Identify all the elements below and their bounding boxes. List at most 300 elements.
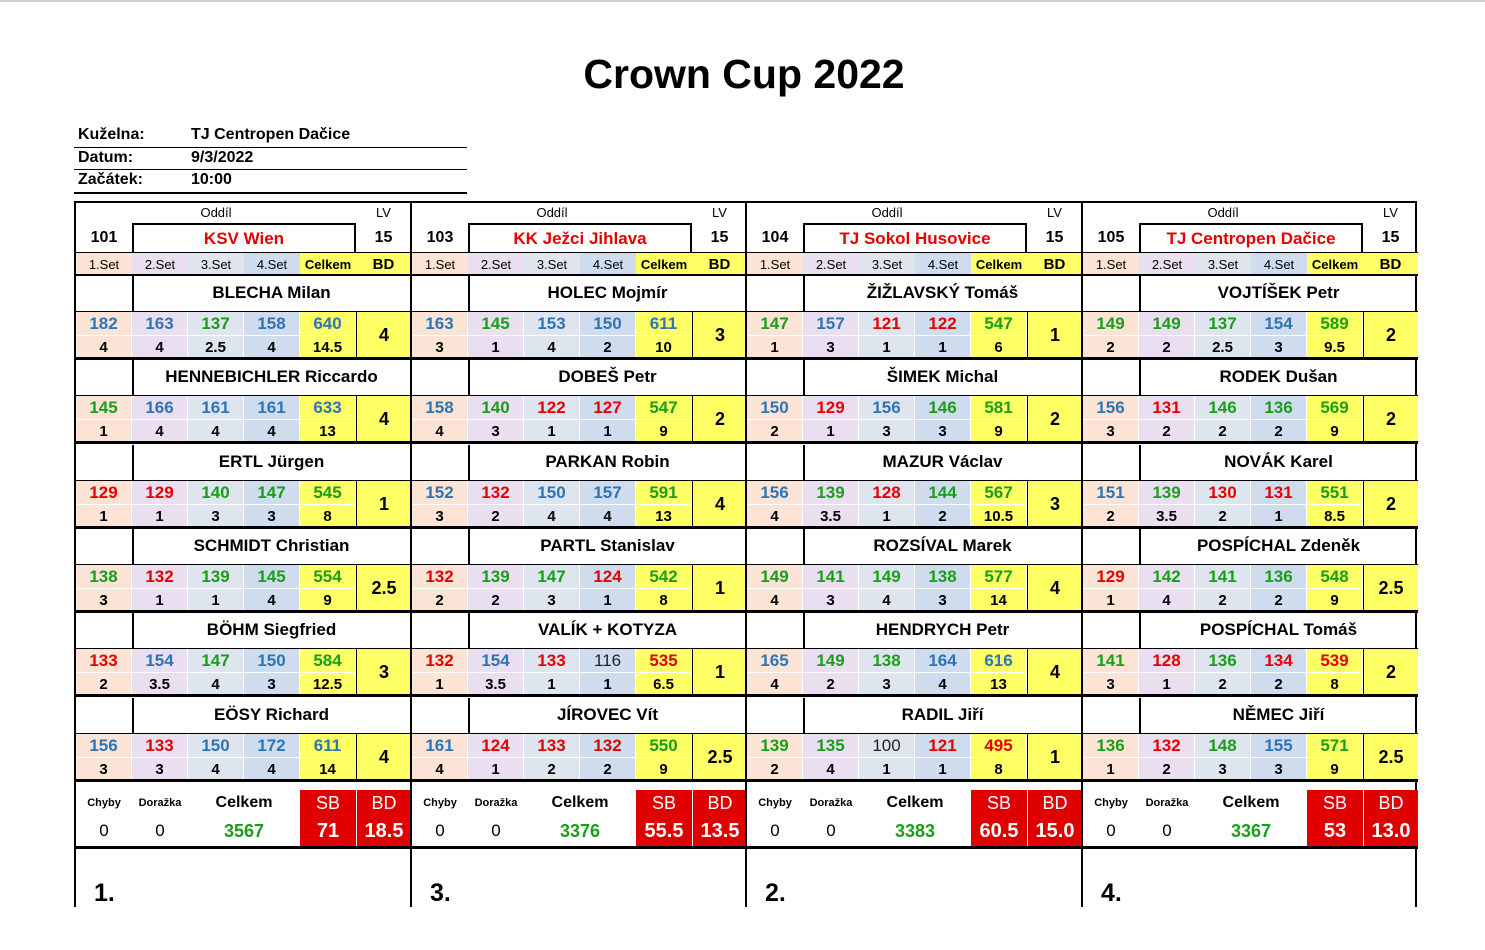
player-total-score: 545: [300, 481, 356, 505]
set-points: 2: [1083, 505, 1139, 529]
player-total-points: 9: [1307, 420, 1363, 444]
player-name: [76, 613, 411, 649]
set-points: 1: [580, 589, 636, 613]
set-points: 2: [1195, 505, 1251, 529]
player-bd: 3: [692, 312, 747, 360]
set-score: 135: [803, 734, 859, 758]
player-total-points: 13: [971, 673, 1027, 697]
player-bd: 1: [1027, 312, 1082, 360]
player-total-points: 9: [971, 420, 1027, 444]
set-points: 3: [76, 589, 132, 613]
name-divider: [803, 613, 805, 648]
info-row-date: [74, 148, 467, 171]
set-score: 142: [1139, 565, 1195, 589]
player-total-score: 640: [300, 312, 356, 336]
set-score: 149: [803, 649, 859, 673]
player-bd: 4: [356, 734, 411, 782]
set-score: 150: [747, 396, 803, 420]
set-score: 129: [803, 396, 859, 420]
set-score: 164: [915, 649, 971, 673]
team-bd: 13.0: [1363, 816, 1418, 846]
player-total-score: 495: [971, 734, 1027, 758]
set-score: 129: [132, 481, 188, 505]
set-points: 1: [468, 758, 524, 782]
set-score: 150: [524, 481, 580, 505]
column-header: Celkem: [636, 252, 692, 276]
set-points: 3.5: [1139, 505, 1195, 529]
player-total-points: 6: [971, 336, 1027, 360]
player-name: [76, 698, 411, 734]
set-score: 158: [244, 312, 300, 336]
set-points: 1: [747, 336, 803, 360]
set-score: 150: [188, 734, 244, 758]
dorazka-label: Doražka: [474, 797, 518, 809]
set-points: 4: [132, 336, 188, 360]
set-score: 146: [1195, 396, 1251, 420]
sb-label: SB: [1307, 790, 1363, 816]
set-points: 4: [747, 673, 803, 697]
set-points: 3.5: [468, 673, 524, 697]
set-points: 4: [580, 505, 636, 529]
team-rank: 3.: [430, 879, 451, 907]
name-divider: [803, 360, 805, 395]
set-score: 136: [1251, 396, 1307, 420]
player-name: [412, 698, 747, 734]
set-score: 138: [915, 565, 971, 589]
info-row-start: [74, 170, 467, 194]
player-bd: 1: [356, 481, 411, 529]
player-bd: 2: [1027, 396, 1082, 444]
column-header: 1.Set: [747, 252, 803, 276]
player-bd: 1: [692, 649, 747, 697]
row-divider: [1083, 779, 1418, 782]
player-total-score: 539: [1307, 649, 1363, 673]
team-lv: 15: [1381, 229, 1400, 246]
name-divider: [132, 360, 134, 395]
set-points: 2: [747, 758, 803, 782]
set-points: 2: [803, 673, 859, 697]
player-name-text: ŠIMEK Michal: [886, 367, 999, 387]
set-points: 1: [1139, 673, 1195, 697]
set-points: 2: [1139, 336, 1195, 360]
set-points: 2: [1139, 420, 1195, 444]
sb-label: SB: [636, 790, 692, 816]
info-label: Začátek:: [78, 171, 143, 188]
player-name: [747, 276, 1082, 312]
player-total-score: 591: [636, 481, 692, 505]
set-score: 161: [244, 396, 300, 420]
player-name: [1083, 698, 1418, 734]
chyby-value: 0: [1106, 821, 1116, 840]
player-total-score: 611: [300, 734, 356, 758]
set-score: 124: [468, 734, 524, 758]
set-points: 3.5: [803, 505, 859, 529]
name-divider: [1139, 360, 1141, 395]
set-points: 4: [188, 420, 244, 444]
set-points: 4: [244, 589, 300, 613]
page-title: Crown Cup 2022: [583, 51, 905, 97]
set-points: 3: [132, 758, 188, 782]
set-points: 2: [1083, 336, 1139, 360]
lv-label: LV: [1047, 205, 1062, 220]
set-score: 133: [524, 734, 580, 758]
player-name-text: VOJTÍŠEK Petr: [1217, 283, 1340, 302]
set-points: 2: [468, 589, 524, 613]
set-score: 155: [1251, 734, 1307, 758]
player-total-points: 9: [636, 420, 692, 444]
player-total-points: 8: [971, 758, 1027, 782]
set-score: 133: [76, 649, 132, 673]
player-total-score: 547: [636, 396, 692, 420]
set-score: 131: [1251, 481, 1307, 505]
set-score: 132: [132, 565, 188, 589]
set-score: 166: [132, 396, 188, 420]
column-header: 2.Set: [132, 252, 188, 276]
oddil-label: Oddíl: [871, 205, 903, 220]
column-header: 3.Set: [188, 252, 244, 276]
bd-label: BD: [1363, 790, 1418, 816]
team-rank: 1.: [94, 879, 115, 907]
set-score: 150: [580, 312, 636, 336]
player-bd: 4: [1027, 565, 1082, 613]
name-divider: [468, 613, 470, 648]
name-divider: [803, 445, 805, 480]
player-name-text: POSPÍCHAL Zdeněk: [1196, 535, 1361, 555]
team-block: [410, 201, 747, 907]
set-score: 154: [468, 649, 524, 673]
chyby-value: 0: [99, 821, 109, 840]
player-bd: 2.5: [1363, 734, 1418, 782]
set-points: 2: [1195, 589, 1251, 613]
set-score: 139: [1139, 481, 1195, 505]
set-score: 182: [76, 312, 132, 336]
player-name-text: BLECHA Milan: [212, 283, 331, 302]
set-points: 4: [747, 505, 803, 529]
team-sb: 55.5: [636, 816, 692, 846]
sb-label: SB: [300, 790, 356, 816]
set-score: 132: [412, 649, 468, 673]
set-score: 122: [915, 312, 971, 336]
set-points: 3: [915, 589, 971, 613]
set-score: 158: [412, 396, 468, 420]
info-value: 9/3/2022: [191, 148, 254, 166]
team-block: [1081, 201, 1417, 907]
set-score: 128: [859, 481, 915, 505]
set-score: 151: [1083, 481, 1139, 505]
name-divider: [1139, 698, 1141, 733]
set-score: 146: [915, 396, 971, 420]
info-row-venue: [74, 125, 467, 148]
player-bd: 4: [356, 312, 411, 360]
chyby-label: Chyby: [758, 797, 792, 809]
set-score: 145: [76, 396, 132, 420]
player-name-text: ERTL Jürgen: [218, 451, 325, 471]
team-name: TJ Centropen Dačice: [1139, 223, 1363, 252]
name-divider: [803, 529, 805, 564]
player-total-points: 9: [300, 589, 356, 613]
name-divider: [132, 276, 134, 311]
player-total-score: 548: [1307, 565, 1363, 589]
column-header-bd: BD: [692, 252, 747, 276]
name-divider: [132, 698, 134, 733]
set-score: 153: [524, 312, 580, 336]
set-points: 2: [76, 673, 132, 697]
set-score: 149: [1083, 312, 1139, 336]
set-points: 2: [580, 758, 636, 782]
team-lv: 15: [374, 229, 393, 246]
team-rank: 4.: [1101, 879, 1122, 907]
set-points: 2: [1251, 673, 1307, 697]
set-points: 4: [524, 336, 580, 360]
team-bd: 18.5: [356, 816, 411, 846]
set-score: 147: [188, 649, 244, 673]
set-points: 2.5: [188, 336, 244, 360]
column-header: 1.Set: [1083, 252, 1139, 276]
set-points: 1: [468, 336, 524, 360]
team-total: 3383: [894, 821, 936, 841]
team-bd: 15.0: [1027, 816, 1082, 846]
set-points: 3: [915, 420, 971, 444]
set-points: 2: [1251, 420, 1307, 444]
set-score: 161: [188, 396, 244, 420]
set-points: 1: [859, 336, 915, 360]
set-score: 145: [244, 565, 300, 589]
team-total: 3367: [1230, 821, 1272, 841]
set-points: 2: [468, 505, 524, 529]
set-score: 139: [468, 565, 524, 589]
set-points: 3: [1251, 758, 1307, 782]
set-score: 149: [859, 565, 915, 589]
set-score: 136: [1195, 649, 1251, 673]
player-bd: 2: [692, 396, 747, 444]
player-name: [76, 360, 411, 396]
set-score: 138: [859, 649, 915, 673]
player-name-text: RADIL Jiří: [901, 704, 984, 724]
set-points: 2: [580, 336, 636, 360]
player-total-points: 10: [636, 336, 692, 360]
player-total-score: 584: [300, 649, 356, 673]
set-points: 3: [524, 589, 580, 613]
set-points: 4: [747, 589, 803, 613]
dorazka-value: 0: [1162, 821, 1172, 840]
name-divider: [468, 529, 470, 564]
set-points: 3: [468, 420, 524, 444]
player-bd: 2: [1363, 649, 1418, 697]
column-header: 4.Set: [915, 252, 971, 276]
player-bd: 2.5: [1363, 565, 1418, 613]
player-total-score: 547: [971, 312, 1027, 336]
row-divider: [412, 779, 747, 782]
set-points: 2: [524, 758, 580, 782]
name-divider: [1139, 445, 1141, 480]
set-score: 141: [803, 565, 859, 589]
set-points: 1: [1083, 758, 1139, 782]
chyby-value: 0: [435, 821, 445, 840]
team-lv: 15: [710, 229, 729, 246]
set-score: 132: [468, 481, 524, 505]
set-score: 156: [76, 734, 132, 758]
column-header-bd: BD: [1027, 252, 1082, 276]
player-name-text: JÍROVEC Vít: [556, 704, 659, 724]
set-points: 4: [132, 420, 188, 444]
set-score: 131: [1139, 396, 1195, 420]
footer-rule: [747, 846, 1082, 849]
player-name: [1083, 445, 1418, 481]
set-points: 3: [1083, 420, 1139, 444]
set-points: 3: [412, 505, 468, 529]
team-name: KK Ježci Jihlava: [468, 223, 692, 252]
sb-label: SB: [971, 790, 1027, 816]
player-bd: 4: [692, 481, 747, 529]
set-score: 140: [468, 396, 524, 420]
set-points: 2: [1251, 589, 1307, 613]
set-points: 3: [803, 336, 859, 360]
player-name-text: RODEK Dušan: [1219, 367, 1338, 387]
player-bd: 3: [1027, 481, 1082, 529]
set-points: 3: [1195, 758, 1251, 782]
footer-rule: [412, 846, 747, 849]
set-points: 4: [244, 420, 300, 444]
set-score: 121: [915, 734, 971, 758]
player-total-score: 567: [971, 481, 1027, 505]
player-total-points: 13: [636, 505, 692, 529]
set-points: 1: [859, 505, 915, 529]
player-name-text: PARTL Stanislav: [540, 535, 675, 555]
player-name: [412, 276, 747, 312]
player-total-points: 9: [1307, 589, 1363, 613]
set-score: 132: [412, 565, 468, 589]
column-header: 3.Set: [524, 252, 580, 276]
set-score: 141: [1195, 565, 1251, 589]
set-score: 139: [747, 734, 803, 758]
player-name: [412, 360, 747, 396]
player-name: [747, 445, 1082, 481]
set-points: 3: [1251, 336, 1307, 360]
player-total-points: 9: [1307, 758, 1363, 782]
player-name-text: NOVÁK Karel: [1224, 451, 1333, 471]
player-name: [412, 613, 747, 649]
set-points: 1: [412, 673, 468, 697]
set-score: 121: [859, 312, 915, 336]
top-border-line: [0, 0, 1485, 2]
set-points: 4: [859, 589, 915, 613]
set-points: 3: [803, 589, 859, 613]
team-number: 104: [761, 229, 789, 246]
team-number: 105: [1097, 229, 1125, 246]
team-total: 3376: [559, 821, 601, 841]
set-points: 2: [915, 505, 971, 529]
player-name-text: BÖHM Siegfried: [206, 620, 337, 640]
player-bd: 1: [1027, 734, 1082, 782]
team-sb: 60.5: [971, 816, 1027, 846]
player-bd: 2.5: [692, 734, 747, 782]
set-score: 139: [188, 565, 244, 589]
set-score: 161: [412, 734, 468, 758]
player-name-text: HENNEBICHLER Riccardo: [165, 367, 378, 387]
team-sb: 53: [1307, 816, 1363, 846]
set-score: 163: [132, 312, 188, 336]
name-divider: [1139, 613, 1141, 648]
dorazka-label: Doražka: [809, 797, 853, 809]
set-points: 4: [188, 673, 244, 697]
set-score: 157: [803, 312, 859, 336]
set-score: 148: [1195, 734, 1251, 758]
column-header-bd: BD: [1363, 252, 1418, 276]
set-score: 144: [915, 481, 971, 505]
set-points: 1: [76, 505, 132, 529]
column-header: 4.Set: [1251, 252, 1307, 276]
set-points: 2: [1195, 420, 1251, 444]
player-total-points: 14: [971, 589, 1027, 613]
player-total-points: 8.5: [1307, 505, 1363, 529]
set-score: 138: [76, 565, 132, 589]
team-number: 101: [90, 229, 118, 246]
chyby-label: Chyby: [423, 797, 457, 809]
set-points: 4: [1139, 589, 1195, 613]
set-score: 132: [580, 734, 636, 758]
celkem-label: Celkem: [1222, 794, 1280, 811]
team-block: [745, 201, 1082, 907]
set-score: 150: [244, 649, 300, 673]
oddil-label: Oddíl: [1207, 205, 1239, 220]
team-block: [74, 201, 411, 907]
team-bd: 13.5: [692, 816, 747, 846]
player-name-text: DOBEŠ Petr: [558, 367, 657, 387]
set-score: 156: [1083, 396, 1139, 420]
set-points: 1: [915, 336, 971, 360]
name-divider: [132, 529, 134, 564]
player-total-score: 577: [971, 565, 1027, 589]
player-total-score: 589: [1307, 312, 1363, 336]
team-rank: 2.: [765, 879, 786, 907]
set-score: 130: [1195, 481, 1251, 505]
player-name: [1083, 529, 1418, 565]
player-name-text: NĚMEC Jiří: [1232, 704, 1325, 724]
player-name-text: ŽIŽLAVSKÝ Tomáš: [866, 283, 1019, 302]
name-divider: [132, 445, 134, 480]
set-score: 152: [412, 481, 468, 505]
set-score: 145: [468, 312, 524, 336]
player-total-score: 535: [636, 649, 692, 673]
player-name: [747, 529, 1082, 565]
team-lv: 15: [1045, 229, 1064, 246]
player-total-points: 10.5: [971, 505, 1027, 529]
lv-label: LV: [1383, 205, 1398, 220]
set-score: 122: [524, 396, 580, 420]
player-bd: 4: [356, 396, 411, 444]
info-value: 10:00: [191, 171, 232, 188]
set-score: 100: [859, 734, 915, 758]
set-score: 139: [803, 481, 859, 505]
player-name-text: EÖSY Richard: [214, 704, 329, 724]
player-name: [412, 445, 747, 481]
column-header: Celkem: [971, 252, 1027, 276]
set-points: 1: [1251, 505, 1307, 529]
player-total-points: 13: [300, 420, 356, 444]
player-total-points: 8: [636, 589, 692, 613]
set-score: 132: [1139, 734, 1195, 758]
set-score: 165: [747, 649, 803, 673]
set-score: 147: [244, 481, 300, 505]
set-score: 133: [524, 649, 580, 673]
name-divider: [1139, 276, 1141, 311]
team-number: 103: [426, 229, 454, 246]
set-points: 4: [524, 505, 580, 529]
player-name: [1083, 613, 1418, 649]
column-header: 1.Set: [412, 252, 468, 276]
column-header: 4.Set: [244, 252, 300, 276]
name-divider: [468, 276, 470, 311]
